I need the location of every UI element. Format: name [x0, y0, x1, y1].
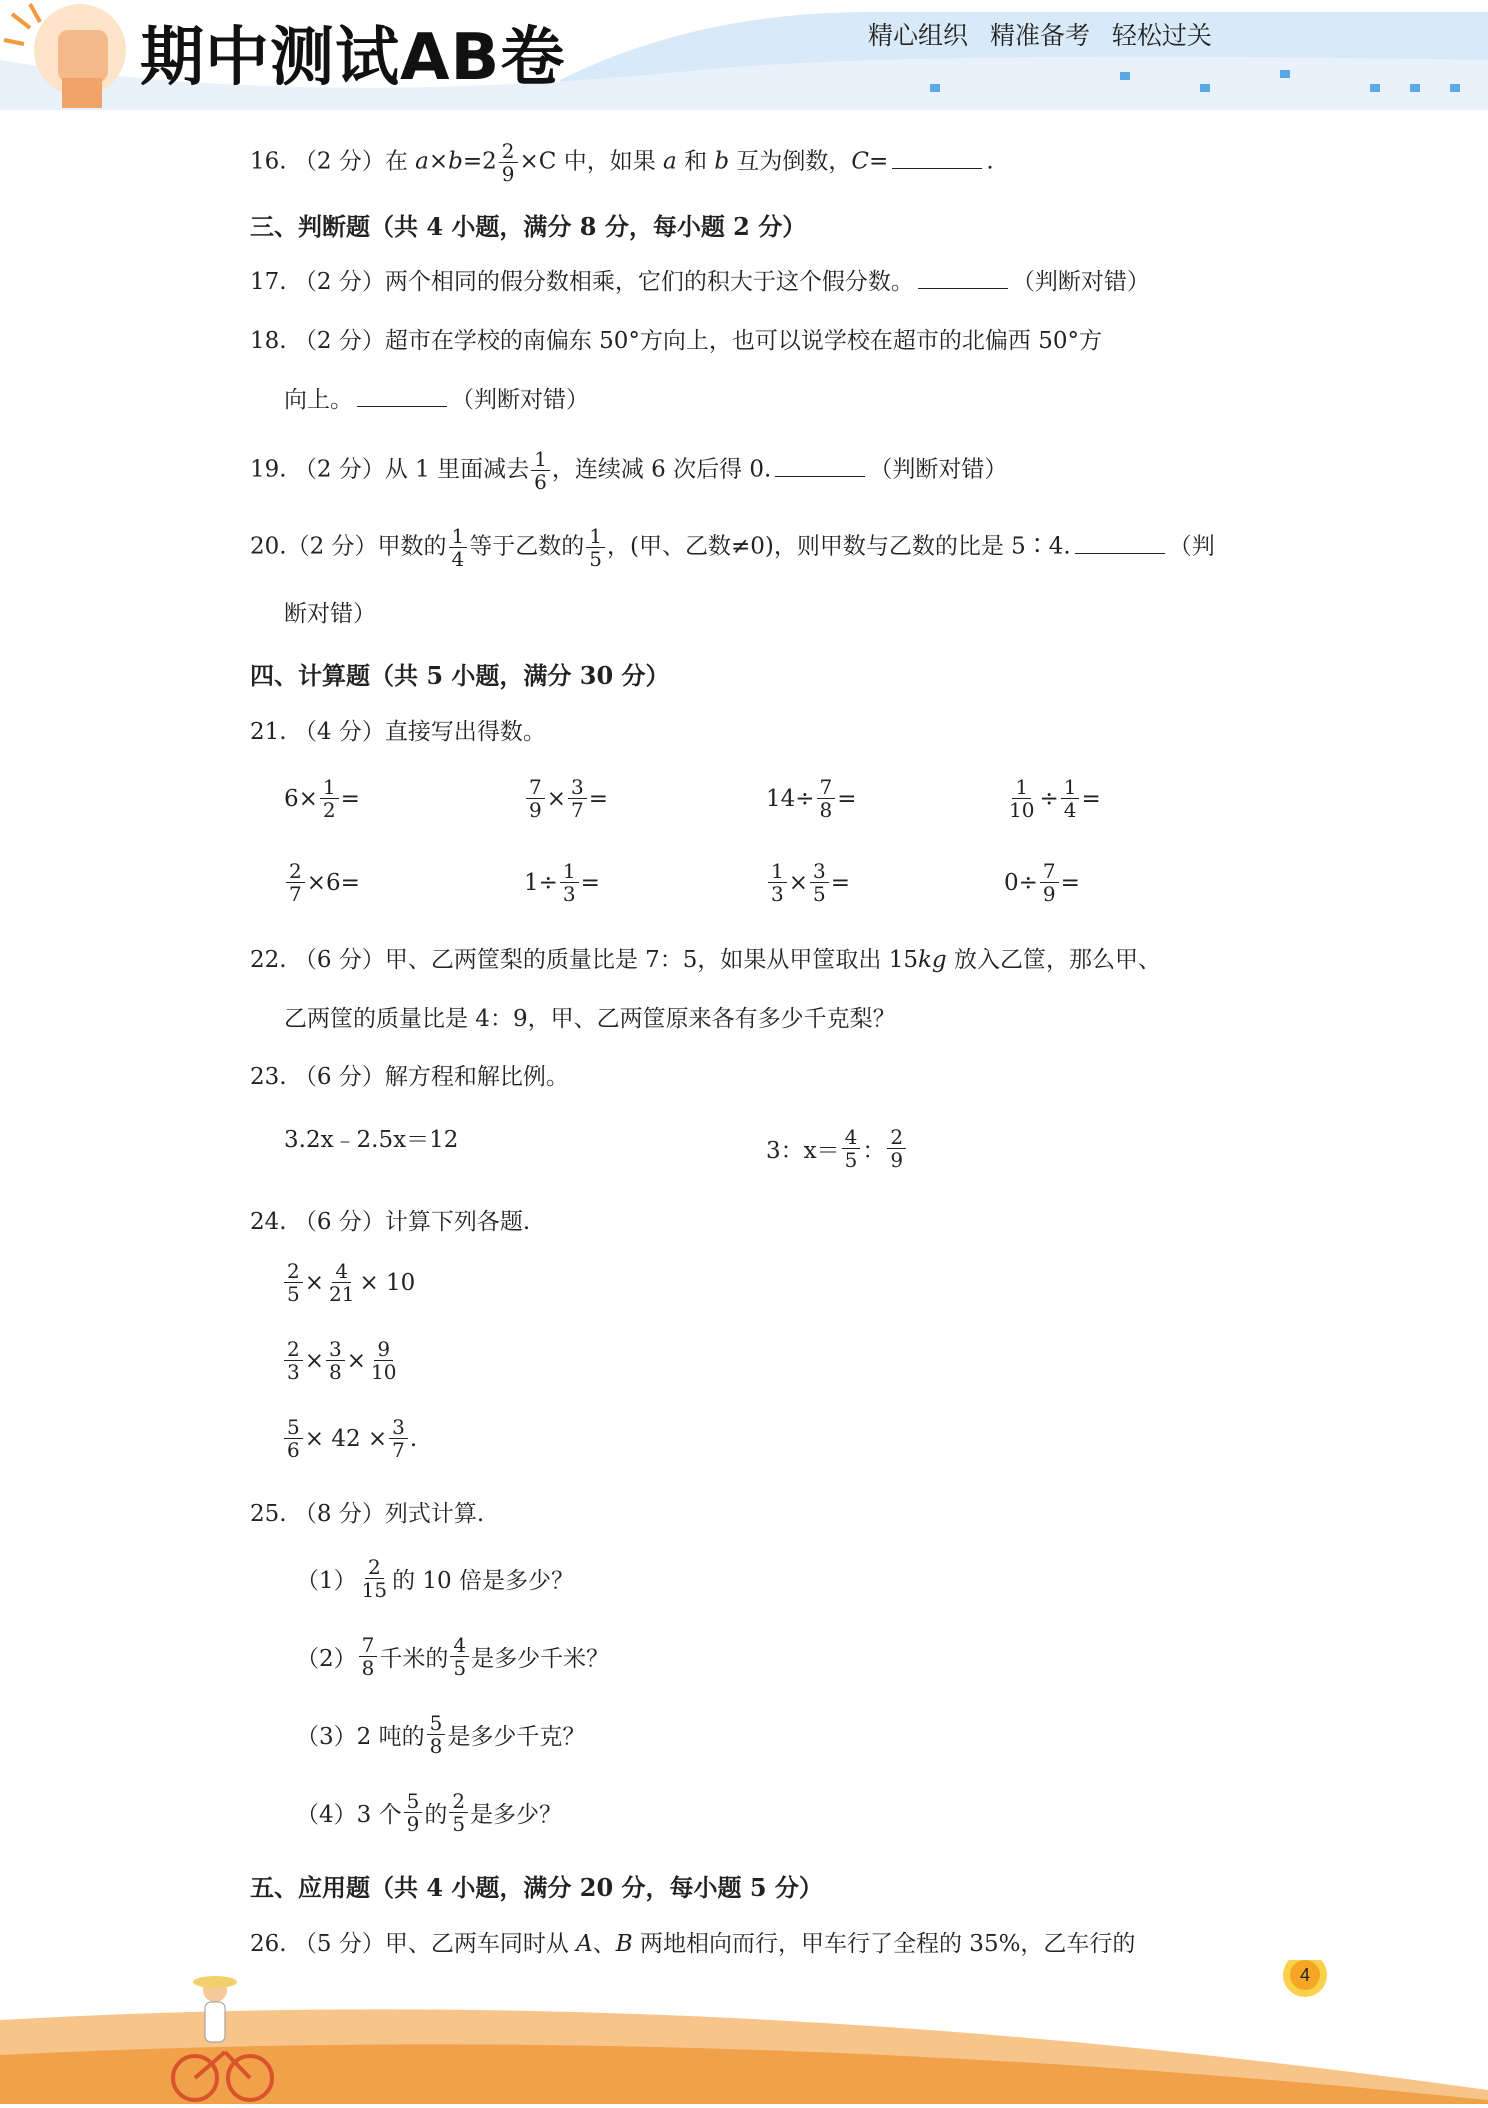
question-25-part-1: （1） $\frac{2}{15}$ 的 10 倍是多少？ — [296, 1555, 574, 1602]
answer-blank[interactable] — [918, 270, 1008, 289]
question-20-line2: 断对错） — [284, 601, 376, 627]
question-18-line1: 18. （2 分）超市在学校的南偏东 50°方向上，也可以说学校在超市的北偏西 50°方 — [250, 328, 1102, 354]
answer-blank[interactable] — [357, 388, 447, 407]
question-23-title: 23. （6 分）解方程和解比例。 — [250, 1064, 569, 1090]
question-17: 17. （2 分）两个相同的假分数相乘，它们的积大于这个假分数。 （判断对错） — [250, 269, 1150, 295]
proportion-1: 3：x＝ $\frac{4}{5}$ ： $\frac{2}{9}$ — [766, 1126, 908, 1171]
section-5-heading: 五、应用题（共 4 小题，满分 20 分，每小题 5 分） — [250, 1873, 823, 1902]
answer-blank[interactable] — [1075, 535, 1165, 554]
calc-item: 0÷ $\frac{7}{9}$ = — [1004, 859, 1080, 906]
expression-1: $\frac{2}{5}$ × $\frac{4}{21}$ × 10 — [282, 1260, 415, 1305]
calc-item: $\frac{7}{9}$ × $\frac{3}{7}$ = — [524, 776, 608, 821]
question-22-line2: 乙两筐的质量比是 4：9，甲、乙两筐原来各有多少千克梨？ — [284, 1006, 896, 1032]
page-title: 期中测试AB卷 — [140, 21, 566, 95]
question-20: 20.（2 分）甲数的 $\frac{1}{4}$ 等于乙数的 $\frac{1}{5}$ ，(甲、乙数≠0)，则甲数与乙数的比是 5∶4. （判 — [250, 524, 1215, 571]
question-24-title: 24. （6 分）计算下列各题. — [250, 1209, 531, 1235]
footer-decoration — [0, 1960, 1488, 2104]
answer-blank[interactable] — [775, 458, 865, 477]
question-21-title: 21. （4 分）直接写出得数。 — [250, 719, 546, 745]
question-18-line2: 向上。 （判断对错） — [284, 387, 589, 413]
section-3-heading: 三、判断题（共 4 小题，满分 8 分，每小题 2 分） — [250, 212, 807, 241]
calc-item: 1÷ $\frac{1}{3}$ = — [524, 859, 600, 906]
question-26: 26. （5 分）甲、乙两车同时从 A、B 两地相向而行，甲车行了全程的 35%，乙车行的 — [250, 1931, 1136, 1957]
header-slogan: 精心组织 精准备考 轻松过关 — [868, 21, 1212, 50]
question-25-part-3: （3）2 吨的 $\frac{5}{8}$ 是多少千克？ — [296, 1711, 586, 1758]
question-16: 16. （2 分）在 a×b=2 $\frac{2}{9}$ ×C 中，如果 a 和 b 互为倒数，C= . — [250, 139, 994, 186]
equation-1: 3.2x﹣2.5x＝12 — [284, 1127, 459, 1153]
page-number: 4 — [1290, 1960, 1320, 1990]
question-19: 19. （2 分）从 1 里面减去 $\frac{1}{6}$ ，连续减 6 次后得 0. （判断对错） — [250, 447, 1008, 494]
question-25-part-2: （2） $\frac{7}{8}$ 千米的 $\frac{4}{5}$ 是多少千米？ — [296, 1633, 610, 1680]
question-25-part-4: （4）3 个 $\frac{5}{9}$ 的 $\frac{2}{5}$ 是多少？ — [296, 1789, 563, 1836]
calc-item: 6× $\frac{1}{2}$ = — [284, 775, 360, 822]
calc-item: $\frac{1}{10}$ ÷ $\frac{1}{4}$ = — [1009, 775, 1101, 822]
calc-item: 14÷ $\frac{7}{8}$ = — [766, 775, 857, 822]
section-4-heading: 四、计算题（共 5 小题，满分 30 分） — [250, 661, 670, 690]
calc-item: $\frac{2}{7}$ ×6= — [284, 860, 360, 905]
question-25-title: 25. （8 分）列式计算. — [250, 1501, 485, 1527]
answer-blank[interactable] — [892, 150, 982, 169]
expression-3: $\frac{5}{6}$ × 42 × $\frac{3}{7}$ . — [282, 1416, 417, 1461]
expression-2: $\frac{2}{3}$ × $\frac{3}{8}$ × $\frac{9}{10}$ — [282, 1338, 401, 1383]
calc-item: $\frac{1}{3}$ × $\frac{3}{5}$ = — [766, 860, 850, 905]
question-22-line1: 22. （6 分）甲、乙两筐梨的质量比是 7：5，如果从甲筐取出 15kg 放入乙筐，那么甲、 — [250, 947, 1161, 973]
